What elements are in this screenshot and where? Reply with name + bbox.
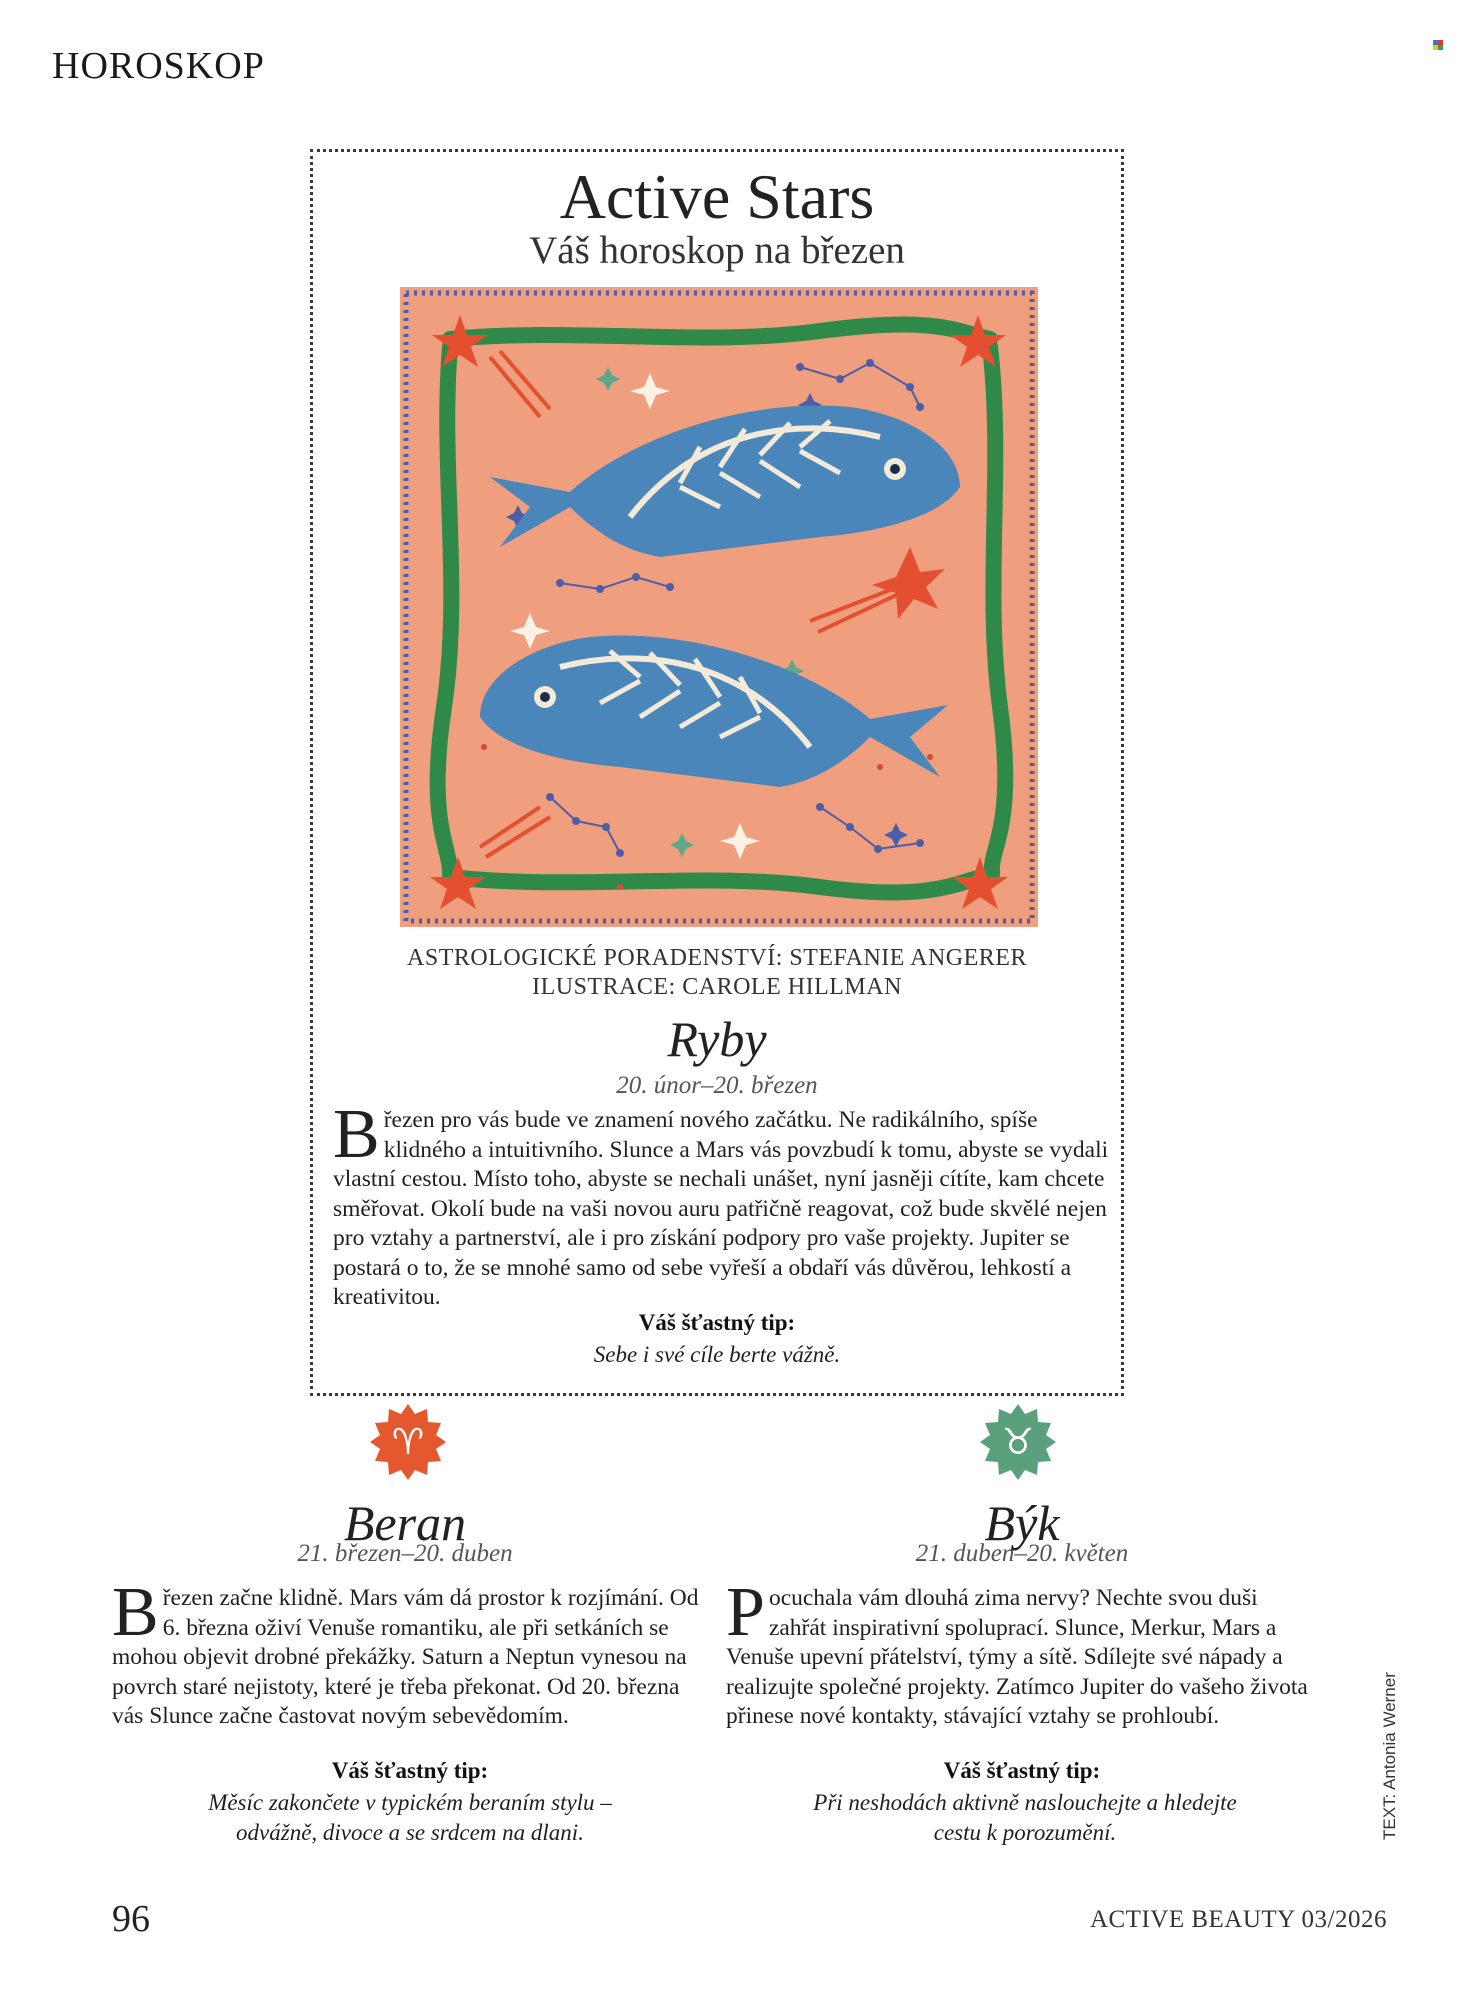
beran-tip: Měsíc zakončete v typickém beraním stylu – odvážně, divoce a se srdcem na dlani. bbox=[208, 1790, 612, 1845]
taurus-icon: ♉ bbox=[1001, 1422, 1035, 1463]
color-mark bbox=[1433, 40, 1445, 50]
byk-body: ocuchala vám dlouhá zima nervy? Nechte svou duši zahřát inspirativní spoluprací. Slunce, Merkur, Mars a Venuše upevní přátelství, týmy a sítě. Sdílejte své nápady a realizujte společné projekty. Zatímco Jupiter do vašeho života přinese nové kontakty, stávající vztahy se prohloubí. bbox=[726, 1585, 1308, 1729]
ryby-text bbox=[333, 1096, 1116, 1313]
beran-body: řezen začne klidně. Mars vám dá prostor k rozjímání. Od 6. března oživí Venuše romantiku, ale při setkáních se mohou objevit drobné překážky. Saturn a Neptun vynesou na povrch staré nejistoty, které je třeba překonat. Od 20. března vás Slunce začne častovat novým sebevědomím. bbox=[112, 1585, 699, 1729]
pisces-illustration bbox=[400, 287, 1038, 927]
byk-dates: 21. duben–20. květen bbox=[915, 1540, 1129, 1567]
byk-tip-label: Váš šťastný tip: bbox=[943, 1758, 1101, 1783]
ryby-title: Ryby bbox=[667, 1011, 767, 1067]
text-credit: TEXT: Antonia Werner bbox=[1380, 1672, 1399, 1840]
ryby-tip-label: Váš šťastný tip: bbox=[638, 1310, 796, 1335]
taurus-badge bbox=[980, 1404, 1056, 1480]
ryby-dates: 20. únor–20. březen bbox=[616, 1072, 818, 1099]
issue-info: ACTIVE BEAUTY 03/2026 bbox=[1089, 1906, 1387, 1933]
ryby-dropcap: B bbox=[333, 1096, 380, 1173]
credit-illustration: ILUSTRACE: CAROLE HILLMAN bbox=[532, 974, 902, 1000]
beran-text bbox=[112, 1574, 708, 1732]
beran-tip-label: Váš šťastný tip: bbox=[331, 1758, 489, 1783]
aries-icon: ♈ bbox=[391, 1422, 425, 1463]
byk-dropcap: P bbox=[726, 1574, 765, 1651]
credit-astrology: ASTROLOGICKÉ PORADENSTVÍ: STEFANIE ANGERER bbox=[407, 945, 1027, 971]
page-number: 96 bbox=[112, 1898, 150, 1940]
byk-text bbox=[726, 1574, 1314, 1732]
aries-badge bbox=[370, 1404, 446, 1480]
beran-title: Beran bbox=[343, 1495, 467, 1551]
byk-tip: Při neshodách aktivně naslouchejte a hledejte cestu k porozumění. bbox=[813, 1790, 1237, 1845]
beran-dates: 21. březen–20. duben bbox=[297, 1540, 513, 1567]
byk-title: Býk bbox=[984, 1495, 1060, 1551]
ryby-tip: Sebe i své cíle berte vážně. bbox=[593, 1342, 841, 1367]
feature-title: Active Stars bbox=[559, 161, 875, 232]
feature-subtitle: Váš horoskop na březen bbox=[529, 229, 905, 272]
beran-dropcap: B bbox=[112, 1574, 159, 1651]
ryby-body: řezen pro vás bude ve znamení nového začátku. Ne radikálního, spíše klidného a intuitivního. Slunce a Mars vás povzbudí k tomu, abyste se vydali vlastní cestou. Místo toho, abyste se nechali unášet, nyní jasněji cítíte, kam chcete směřovat. Okolí bude na vaši novou auru patřičně reagovat, což bude skvělé nejen pro vztahy a partnerství, ale i pro získání podpory pro vaše projekty. Jupiter se postará o to, že se mnohé samo od sebe vyřeší a obdaří vás důvěrou, lehkostí a kreativitou. bbox=[333, 1107, 1109, 1310]
section-label: HOROSKOP bbox=[52, 45, 265, 87]
